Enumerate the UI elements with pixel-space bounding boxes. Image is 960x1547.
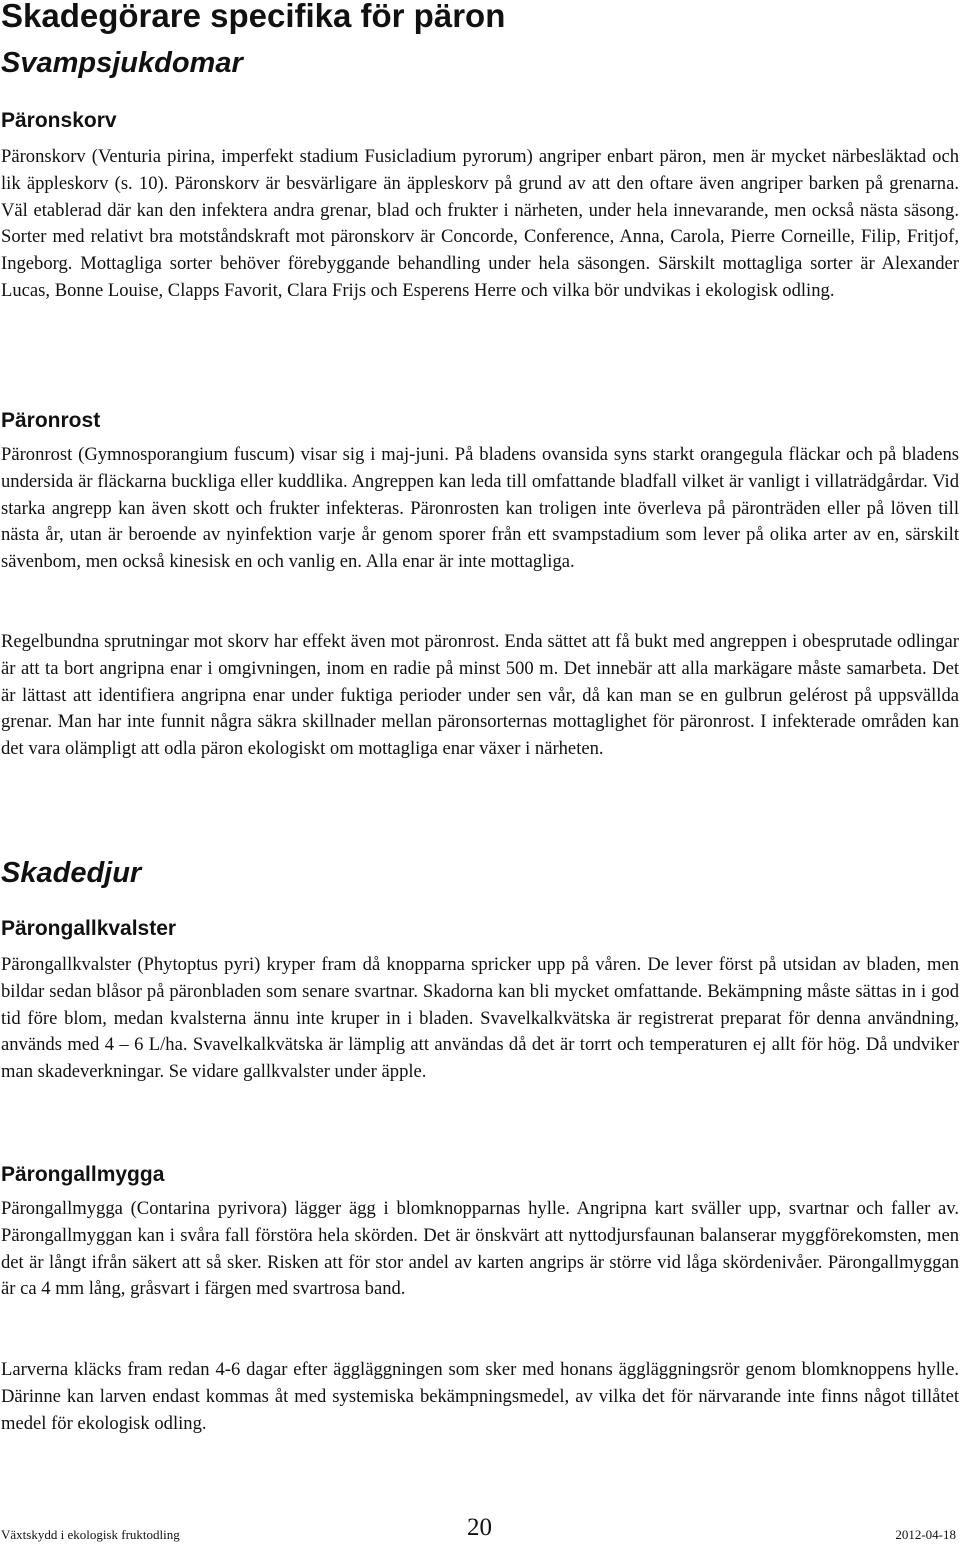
subsection-heading-paronskorv: Päronskorv <box>1 109 117 132</box>
paragraph-paronrost-1: Päronrost (Gymnosporangium fuscum) visar sig i maj-juni. På bladens ovansida syns starkt orangegula fläckar och på bladens undersida är fläckarna buckliga eller kuddlika. Angreppen kan leda till omfattande bladfall vilket är vanligt i villaträdgårdar. Vid starka angrepp kan även skott och frukter infekteras. Päronrosten kan troligen inte överleva på päronträden eller på löven till nästa år, utan är beroende av nyinfektion varje år genom sporer från ett svampstadium som lever på olika arter av en, särskilt sävenbom, men också kinesisk en och vanlig en. Alla enar är inte mottagliga. <box>1 444 959 573</box>
footer-document-name: Växtskydd i ekologisk fruktodling <box>1 1527 180 1542</box>
footer-page-number: 20 <box>467 1514 492 1541</box>
section-heading-svampsjukdomar: Svampsjukdomar <box>1 47 243 79</box>
paragraph-paronrost-2: Regelbundna sprutningar mot skorv har effekt även mot päronrost. Enda sättet att få bukt med angreppen i obesprutade odlingar är att ta bort angripna enar i omgivningen, inom en radie på minst 500 m. Det innebär att alla markägare måste samarbeta. Det är lättast att identifiera angripna enar under fuktiga perioder under sen vår, då kan man se en gulbrun gelérost på uppsvällda grenar. Man har inte funnit några säkra skillnader mellan päronsorternas mottaglighet för päronrost. I infekterade områden kan det vara olämpligt att odla päron ekologiskt om mottagliga enar växer i närheten. <box>1 631 959 760</box>
paragraph-parongallkvalster: Pärongallkvalster (Phytoptus pyri) kryper fram då knopparna spricker upp på våren. De lever först på utsidan av bladen, men bildar sedan blåsor på päronbladen som senare svartnar. Skadorna kan bli mycket omfattande. Bekämpning måste sättas in i god tid före blom, medan kvalsterna ännu inte kruper in i bladen. Svavelkalkvätska är registrerat preparat för denna användning, används med 4 – 6 L/ha. Svavelkalkvätska är lämplig att användas då det är torrt och temperaturen ej allt för hög. Då undviker man skadeverkningar. Se vidare gallkvalster under äpple. <box>1 954 959 1083</box>
subsection-heading-paronrost: Päronrost <box>1 409 101 432</box>
paragraph-paronskorv: Päronskorv (Venturia pirina, imperfekt stadium Fusicladium pyrorum) angriper enbart päron, men är mycket närbesläktad och lik äppleskorv (s. 10). Päronskorv är besvärligare än äppleskorv på grund av att den oftare även angriper barken på grenarna. Väl etablerad där kan den infektera andra grenar, blad och frukter i närheten, under hela innevarande, men också nästa säsong. Sorter med relativt bra motståndskraft mot päronskorv är Concorde, Conference, Anna, Carola, Pierre Corneille, Filip, Fritjof, Ingeborg. Mottagliga sorter behöver förebyggande behandling under hela säsongen. Särskilt mottagliga sorter är Alexander Lucas, Bonne Louise, Clapps Favorit, Clara Frijs och Esperens Herre och vilka bör undvikas i ekologisk odling. <box>1 146 959 301</box>
section-heading-skadedjur: Skadedjur <box>1 857 142 889</box>
paragraph-parongallmygga-1: Pärongallmygga (Contarina pyrivora) lägger ägg i blomknopparnas hylle. Angripna kart sväller upp, svartnar och faller av. Pärongallmyggan kan i svåra fall förstöra hela skörden. Det är önskvärt att nyttodjursfaunan balanserar myggförekomsten, men det är långt ifrån säkert att så sker. Risken att för stor andel av karten angrips är större vid låga skördenivåer. Pärongallmyggan är ca 4 mm lång, gråsvart i färgen med svartrosa band. <box>1 1198 959 1300</box>
subsection-heading-parongallmygga: Pärongallmygga <box>1 1163 165 1186</box>
page-title: Skadegörare specifika för päron <box>1 0 506 34</box>
paragraph-parongallmygga-2: Larverna kläcks fram redan 4-6 dagar efter äggläggningen som sker med honans äggläggningsrör genom blomknoppens hylle. Därinne kan larven endast kommas åt med systemiska bekämpningsmedel, av vilka det för närvarande inte finns något tillåtet medel för ekologisk odling. <box>1 1359 959 1434</box>
subsection-heading-parongallkvalster: Pärongallkvalster <box>1 917 177 940</box>
footer-date: 2012-04-18 <box>895 1527 956 1542</box>
